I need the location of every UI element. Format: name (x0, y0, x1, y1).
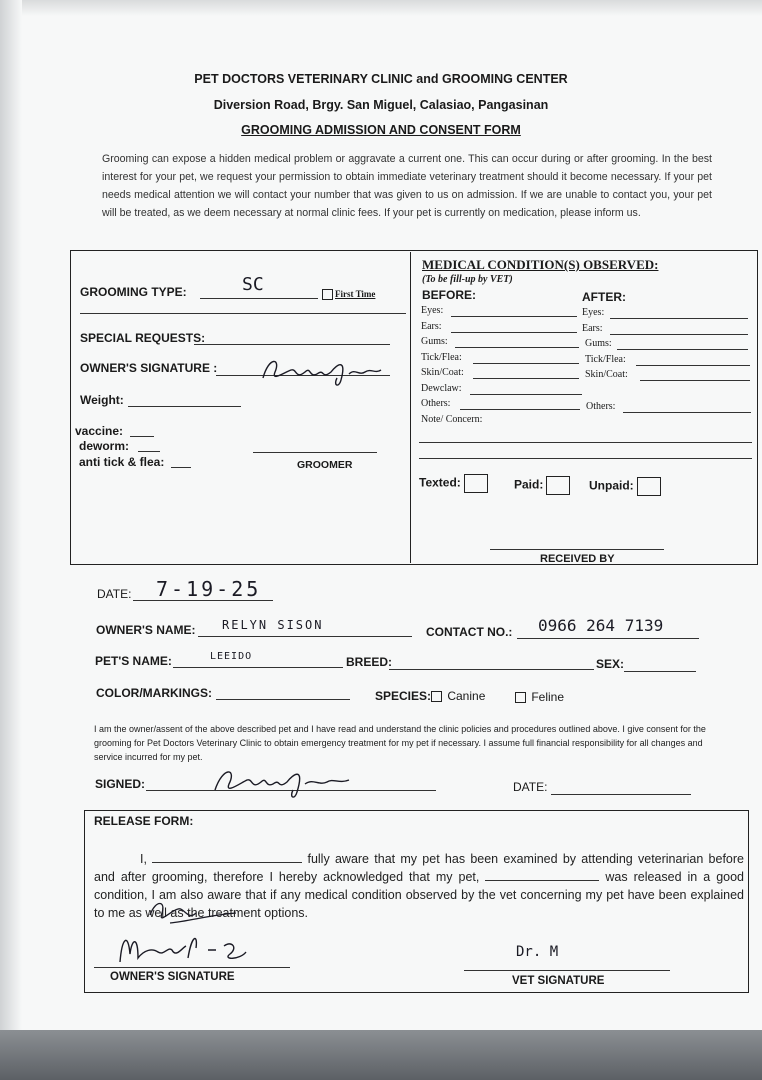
note-label: Note/ Concern: (421, 414, 483, 425)
owner-signature-icon (255, 350, 385, 390)
vet-signature-label: VET SIGNATURE (512, 975, 605, 987)
before-ears-label: Ears: (421, 321, 442, 332)
consent-paragraph: I am the owner/assent of the above described pet and I have read and understand the clinic policies and procedures outlined above. I give consent for the grooming for Pet Doctors Veterinary Clinic to obtain emergency treatment for my pet if necessary. I assume full financial responsibility for all changes and service incurred for my pet. (94, 724, 706, 762)
received-by-label: RECEIVED BY (540, 553, 615, 565)
canine-label: Canine (447, 689, 486, 703)
groomer-line[interactable] (253, 452, 377, 453)
canine-checkbox[interactable] (431, 689, 485, 703)
release-text-1: I, (140, 852, 147, 866)
after-ears-line[interactable] (610, 334, 748, 335)
breed-label: BREED: (346, 655, 393, 669)
before-gums-line[interactable] (455, 347, 579, 348)
vaccine-line[interactable] (130, 436, 154, 437)
sex-line[interactable] (624, 671, 696, 672)
after-tick-line[interactable] (636, 365, 750, 366)
release-text-2: fully aware that my pet has been examined by attending veterinarian before and after grooming, therefore I hereby acknowledged that my pet, (94, 852, 744, 884)
consent-date-label: DATE: (513, 780, 548, 794)
after-eyes-line[interactable] (610, 318, 748, 319)
after-others-line[interactable] (623, 412, 751, 413)
first-time-checkbox[interactable] (322, 289, 375, 300)
color-label: COLOR/MARKINGS: (96, 686, 212, 700)
received-by-line[interactable] (490, 549, 664, 550)
grooming-type-line (200, 298, 318, 299)
signed-label: SIGNED: (95, 777, 146, 791)
color-line[interactable] (216, 699, 350, 700)
note-line-2[interactable] (419, 458, 752, 459)
unpaid-label: Unpaid: (589, 478, 634, 493)
weight-label: Weight: (80, 393, 124, 407)
breed-line[interactable] (389, 669, 594, 670)
owner-name-value[interactable]: RELYN SISON (222, 618, 324, 632)
texted-label: Texted: (419, 475, 461, 490)
special-requests-line[interactable] (194, 344, 390, 345)
paid-checkbox[interactable] (514, 476, 570, 495)
after-gums-line[interactable] (617, 349, 748, 350)
before-others-line[interactable] (460, 409, 580, 410)
sex-label: SEX: (596, 657, 625, 671)
anti-tick-line[interactable] (171, 467, 191, 468)
after-others-label: Others: (586, 401, 616, 412)
contact-value[interactable]: 0966 264 7139 (538, 616, 664, 635)
vet-signature-line[interactable] (464, 970, 670, 971)
before-skin-label: Skin/Coat: (421, 367, 464, 378)
scan-background (0, 1030, 762, 1080)
before-tick-label: Tick/Flea: (421, 352, 462, 363)
grooming-type-value[interactable]: SC (242, 274, 264, 295)
initial-signature-icon (140, 895, 260, 931)
owner-signature-label: OWNER'S SIGNATURE : (80, 361, 218, 375)
paid-box[interactable] (546, 476, 570, 495)
date-label: DATE: (97, 587, 132, 601)
box-divider (410, 252, 411, 563)
release-pet-line[interactable] (485, 870, 599, 881)
weight-line[interactable] (128, 406, 241, 407)
canine-box[interactable] (431, 691, 442, 702)
after-skin-label: Skin/Coat: (585, 369, 628, 380)
before-dewclaw-line[interactable] (470, 394, 582, 395)
paid-label: Paid: (514, 477, 544, 492)
before-dewclaw-label: Dewclaw: (421, 383, 462, 394)
note-line-1[interactable] (419, 442, 752, 443)
special-requests-label: SPECIAL REQUESTS: (80, 331, 206, 345)
medical-subtitle: (To be fill-up by VET) (422, 274, 513, 285)
before-eyes-line[interactable] (451, 316, 577, 317)
vet-signature-value[interactable]: Dr. M (516, 944, 559, 960)
groomer-label: GROOMER (297, 459, 353, 471)
after-skin-line[interactable] (640, 380, 750, 381)
intro-paragraph: Grooming can expose a hidden medical problem or aggravate a current one. This can occur during or after grooming. In the best interest for your pet, we request your permission to obtain immediate veterinary treatment should it become necessary. If your pet needs medical attention we will contact your number that was given to us on admission. If we are unable to contact you, your pet will be treated, as we deem necessary at normal clinic fees. If your pet is currently on medication, please inform us. (102, 153, 712, 219)
date-value[interactable]: 7-19-25 (156, 577, 262, 601)
feline-checkbox[interactable] (515, 690, 564, 704)
release-owner-signature-label: OWNER'S SIGNATURE (110, 971, 235, 983)
before-eyes-label: Eyes: (421, 305, 444, 316)
after-gums-label: Gums: (585, 338, 612, 349)
after-tick-label: Tick/Flea: (585, 354, 626, 365)
grooming-extra-line (80, 313, 406, 314)
before-label: BEFORE: (422, 288, 476, 302)
paper-shadow-top (0, 0, 762, 16)
before-skin-line[interactable] (473, 378, 579, 379)
before-others-label: Others: (421, 398, 451, 409)
consent-date-line[interactable] (551, 794, 691, 795)
vaccine-label: vaccine: (75, 424, 124, 438)
species-label: SPECIES: (375, 689, 432, 703)
owner-name-label: OWNER'S NAME: (96, 623, 196, 637)
form-title: GROOMING ADMISSION AND CONSENT FORM (241, 123, 521, 137)
contact-line (517, 638, 699, 639)
feline-label: Feline (531, 690, 565, 704)
texted-checkbox[interactable] (419, 474, 488, 493)
consent-signature-icon (205, 760, 355, 802)
release-title: RELEASE FORM: (94, 814, 194, 828)
release-text-3: was released in a good condition, I am also aware that if any medical condition observed by the vet concerning my pet have been explained to me as well as the treatment options. (94, 870, 745, 920)
first-time-box[interactable] (322, 289, 333, 300)
before-ears-line[interactable] (451, 332, 577, 333)
deworm-line[interactable] (138, 451, 160, 452)
release-owner-signature-line[interactable] (94, 967, 290, 968)
unpaid-box[interactable] (637, 477, 661, 496)
first-time-label: First Time (335, 289, 376, 299)
medical-title: MEDICAL CONDITION(S) OBSERVED: (422, 257, 659, 272)
clinic-address: Diversion Road, Brgy. San Miguel, Calasiao, Pangasinan (213, 98, 549, 112)
pet-name-value[interactable]: LEEIDO (210, 651, 253, 662)
anti-tick-label: anti tick & flea: (79, 455, 165, 469)
before-tick-line[interactable] (473, 363, 579, 364)
deworm-label: deworm: (79, 439, 130, 453)
contact-label: CONTACT NO.: (426, 625, 513, 639)
pet-name-line (173, 667, 343, 668)
texted-box[interactable] (464, 474, 488, 493)
owner-name-line (198, 636, 412, 637)
after-label: AFTER: (582, 290, 626, 304)
feline-box[interactable] (515, 692, 526, 703)
paper-shadow-left (0, 0, 22, 1030)
unpaid-checkbox[interactable] (589, 477, 661, 496)
after-eyes-label: Eyes: (582, 307, 605, 318)
pet-name-label: PET'S NAME: (95, 654, 172, 668)
grooming-type-label: GROOMING TYPE: (80, 285, 187, 299)
after-ears-label: Ears: (582, 323, 603, 334)
release-owner-line[interactable] (152, 852, 302, 863)
release-owner-signature-icon (112, 928, 252, 970)
before-gums-label: Gums: (421, 336, 448, 347)
clinic-name: PET DOCTORS VETERINARY CLINIC and GROOMING CENTER (194, 72, 568, 86)
